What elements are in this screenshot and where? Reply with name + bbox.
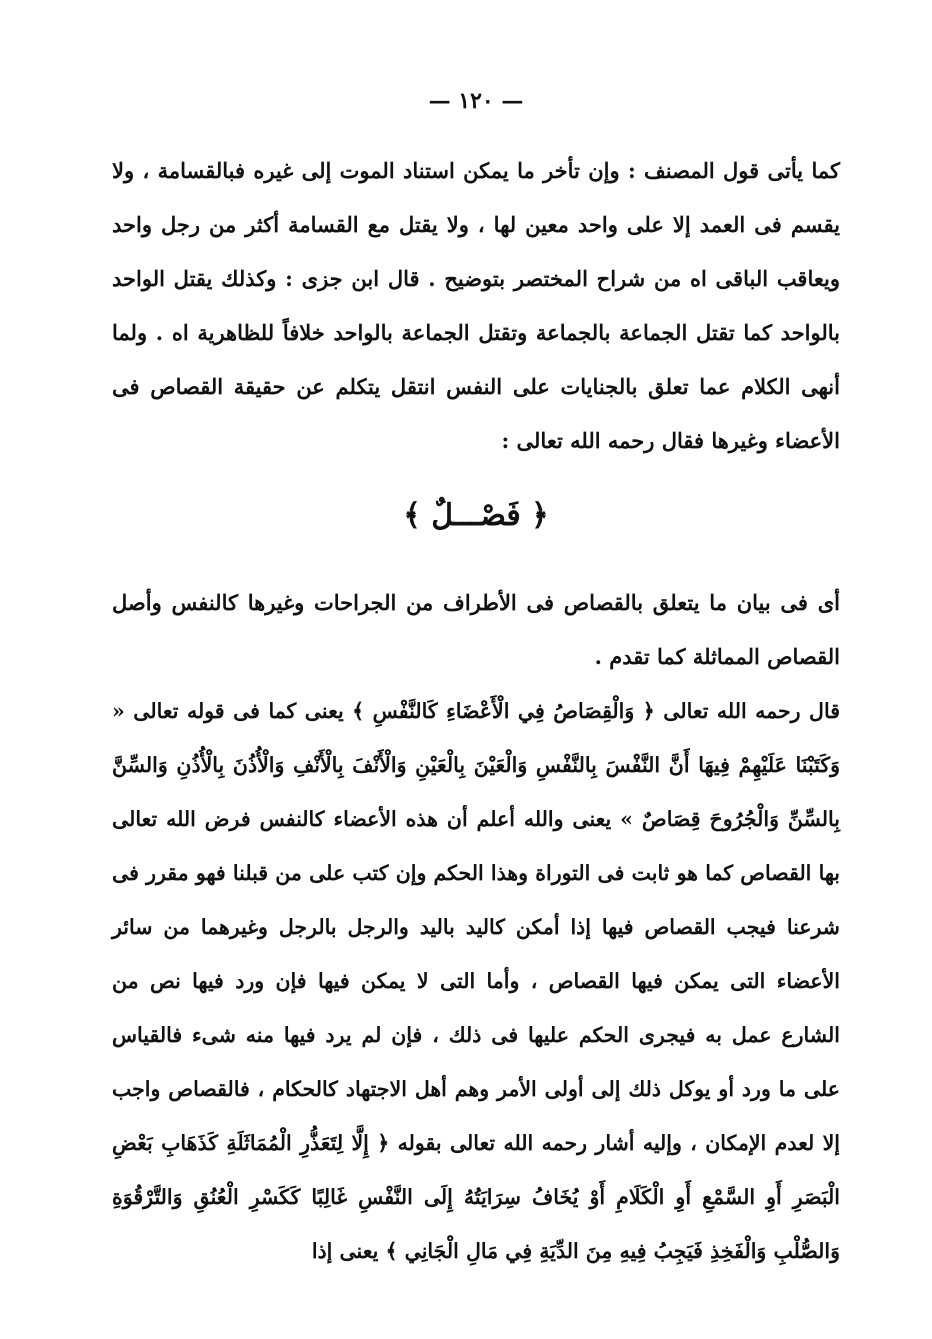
page-number: — ١٢٠ — bbox=[428, 88, 524, 114]
paragraph-1: كما يأتى قول المصنف : وإن تأخر ما يمكن استناد الموت إلى غيره فبالقسامة ، ولا يقسم فى العمد إلا على واحد معين لها ، ولا يقتل مع القسامة أكثر من رجل واحد ويعاقب الباقى اه من شراح المختصر بتوضيح . قال ابن جزى : وكذلك يقتل الواحد بالواحد كما تقتل الجماعة بالجماعة وتقتل الجماعة بالواحد خلافاً للظاهرية اه . ولما أنهى الكلام عما تعلق بالجنايات على النفس انتقل يتكلم عن حقيقة القصاص فى الأعضاء وغيرها فقال رحمه الله تعالى : bbox=[112, 158, 840, 453]
paragraph-2: أى فى بيان ما يتعلق بالقصاص فى الأطراف من الجراحات وغيرها كالنفس وأصل القصاص المماثلة كما تقدم . bbox=[112, 590, 840, 669]
section-heading: ﴿ فَصْـــلٌ ﴾ bbox=[403, 498, 549, 533]
document-page bbox=[112, 0, 840, 1339]
paragraph-3: قال رحمه الله تعالى ﴿ وَالْقِصَاصُ فِي الْأَعْضَاءِ كَالنَّفْسِ ﴾ يعنى كما فى قوله تعالى « وَكَتَبْنَا عَلَيْهِمْ فِيهَا أَنَّ النَّفْسَ بِالنَّفْسِ وَالْعَيْنَ بِالْعَيْنِ وَالْأَنْفَ بِالْأَنْفِ وَالْأُذُنَ بِالْأُذُنِ وَالسِّنَّ بِالسِّنِّ وَالْجُرُوحَ قِصَاصٌ » يعنى والله أعلم أن هذه الأعضاء كالنفس فرض الله تعالى بها القصاص كما هو ثابت فى التوراة وهذا الحكم وإن كتب على من قبلنا فهو مقرر فى شرعنا فيجب القصاص فيها إذا أمكن كاليد باليد والرجل بالرجل وغيرهما من سائر الأعضاء التى يمكن فيها القصاص ، وأما التى لا يمكن فيها فإن ورد فيها نص من الشارع عمل به فيجرى الحكم عليها فى ذلك ، فإن لم يرد فيها منه شىء فالقياس على ما ورد أو يوكل ذلك إلى أولى الأمر وهم أهل الاجتهاد كالحكام ، فالقصاص واجب إلا لعدم الإمكان ، وإليه أشار رحمه الله تعالى بقوله ﴿ إِلَّا لِتَعَذُّرِ الْمُمَاثَلَةِ كَذَهَابِ بَعْضِ الْبَصَرِ أَوِ السَّمْعِ أَوِ الْكَلَامِ أَوْ يُخَافُ سِرَايَتُهُ إِلَى النَّفْسِ غَالِبًا كَكَسْرِ الْعُنُقِ وَالتَّرْقُوَةِ وَالصُّلْبِ وَالْفَخِذِ فَيَجِبُ فِيهِ مِنَ الدِّيَةِ فِي مَالِ الْجَانِي ﴾ يعنى إذا bbox=[112, 699, 840, 1263]
